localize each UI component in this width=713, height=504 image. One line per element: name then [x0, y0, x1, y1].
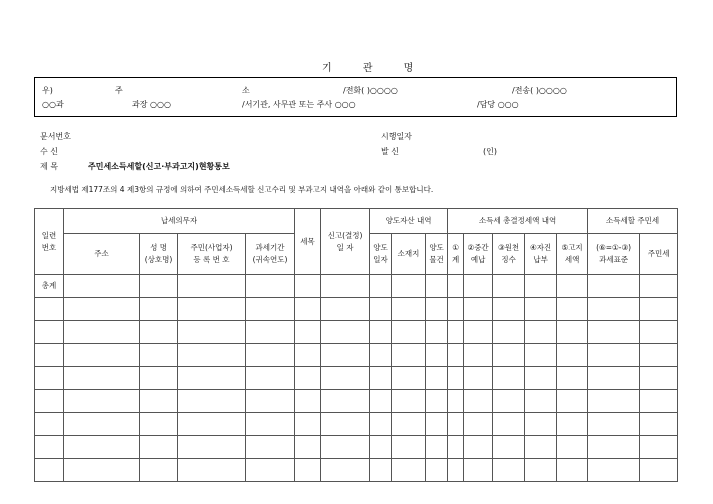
- page-title: 기 관 명: [322, 63, 428, 74]
- fax-field: /전송( )○○○○: [512, 86, 567, 95]
- table-row: [35, 298, 678, 321]
- table-row: [35, 459, 678, 482]
- address-header: 주소: [64, 234, 140, 275]
- subject-text: 주민세소득세할(신고·부과고지)현황통보: [88, 162, 230, 171]
- serial-header: 일련 번호: [35, 209, 64, 275]
- table-row: [35, 367, 678, 390]
- institution-header-box: [34, 77, 677, 117]
- self-payment-header: ④자진 납부: [525, 234, 557, 275]
- body-text: 지방세법 제177조의 4 제3항의 규정에 의하여 주민세소득세할 신고수리 및 부과고지 내역을 아래와 같이 통보합니다.: [50, 185, 434, 194]
- tax-base-header: (⑥=①-③) 과세표준: [588, 234, 640, 275]
- recipient-label: 수 신: [40, 147, 58, 156]
- chief-field: 과장 ○○○: [132, 100, 171, 109]
- table-row: [35, 321, 678, 344]
- report-table: [34, 208, 678, 482]
- address-label-ju: 주: [115, 86, 123, 95]
- total-tax-header: ① 계: [448, 234, 464, 275]
- table-row-total: [35, 275, 678, 298]
- total-label: 총계: [35, 275, 64, 298]
- transfer-group-header: 양도자산 내역: [370, 209, 448, 234]
- tax-item-header: 세목: [295, 209, 321, 275]
- table-row: [35, 344, 678, 367]
- date-label: 시행일자: [381, 132, 412, 141]
- id-number-header: 주민(사업자) 등 록 번 호: [178, 234, 246, 275]
- seal-mark: (인): [483, 147, 497, 156]
- resident-tax-header: 주민세: [640, 234, 678, 275]
- transfer-item-header: 양도 물건: [426, 234, 448, 275]
- department-field: ○○과: [42, 100, 64, 109]
- period-header: 과세기간 (귀속연도): [246, 234, 295, 275]
- phone-field: /전화( )○○○○: [343, 86, 398, 95]
- postal-label: 우): [42, 86, 53, 95]
- secretary-field: /서기관, 사무관 또는 주사 ○○○: [242, 100, 356, 109]
- location-header: 소재지: [392, 234, 426, 275]
- name-header: 성 명 (상호명): [140, 234, 178, 275]
- interim-prepay-header: ②중간 예납: [464, 234, 493, 275]
- resident-group-header: 소득세할 주민세: [588, 209, 678, 234]
- withholding-header: ③원천 징수: [493, 234, 525, 275]
- transfer-date-header: 양도 일자: [370, 234, 392, 275]
- address-label-so: 소: [242, 86, 250, 95]
- table-row: [35, 436, 678, 459]
- subject-label: 제 목: [40, 162, 58, 171]
- sender-label: 발 신: [381, 147, 399, 156]
- table-row: [35, 413, 678, 436]
- notice-tax-header: ⑤고지 세액: [557, 234, 588, 275]
- doc-number-label: 문서번호: [40, 132, 71, 141]
- taxpayer-group-header: 납세의무자: [64, 209, 295, 234]
- manager-field: /담당 ○○○: [477, 100, 519, 109]
- report-date-header: 신고(결정) 일 자: [321, 209, 370, 275]
- income-group-header: 소득세 총결정세액 내역: [448, 209, 588, 234]
- table-row: [35, 390, 678, 413]
